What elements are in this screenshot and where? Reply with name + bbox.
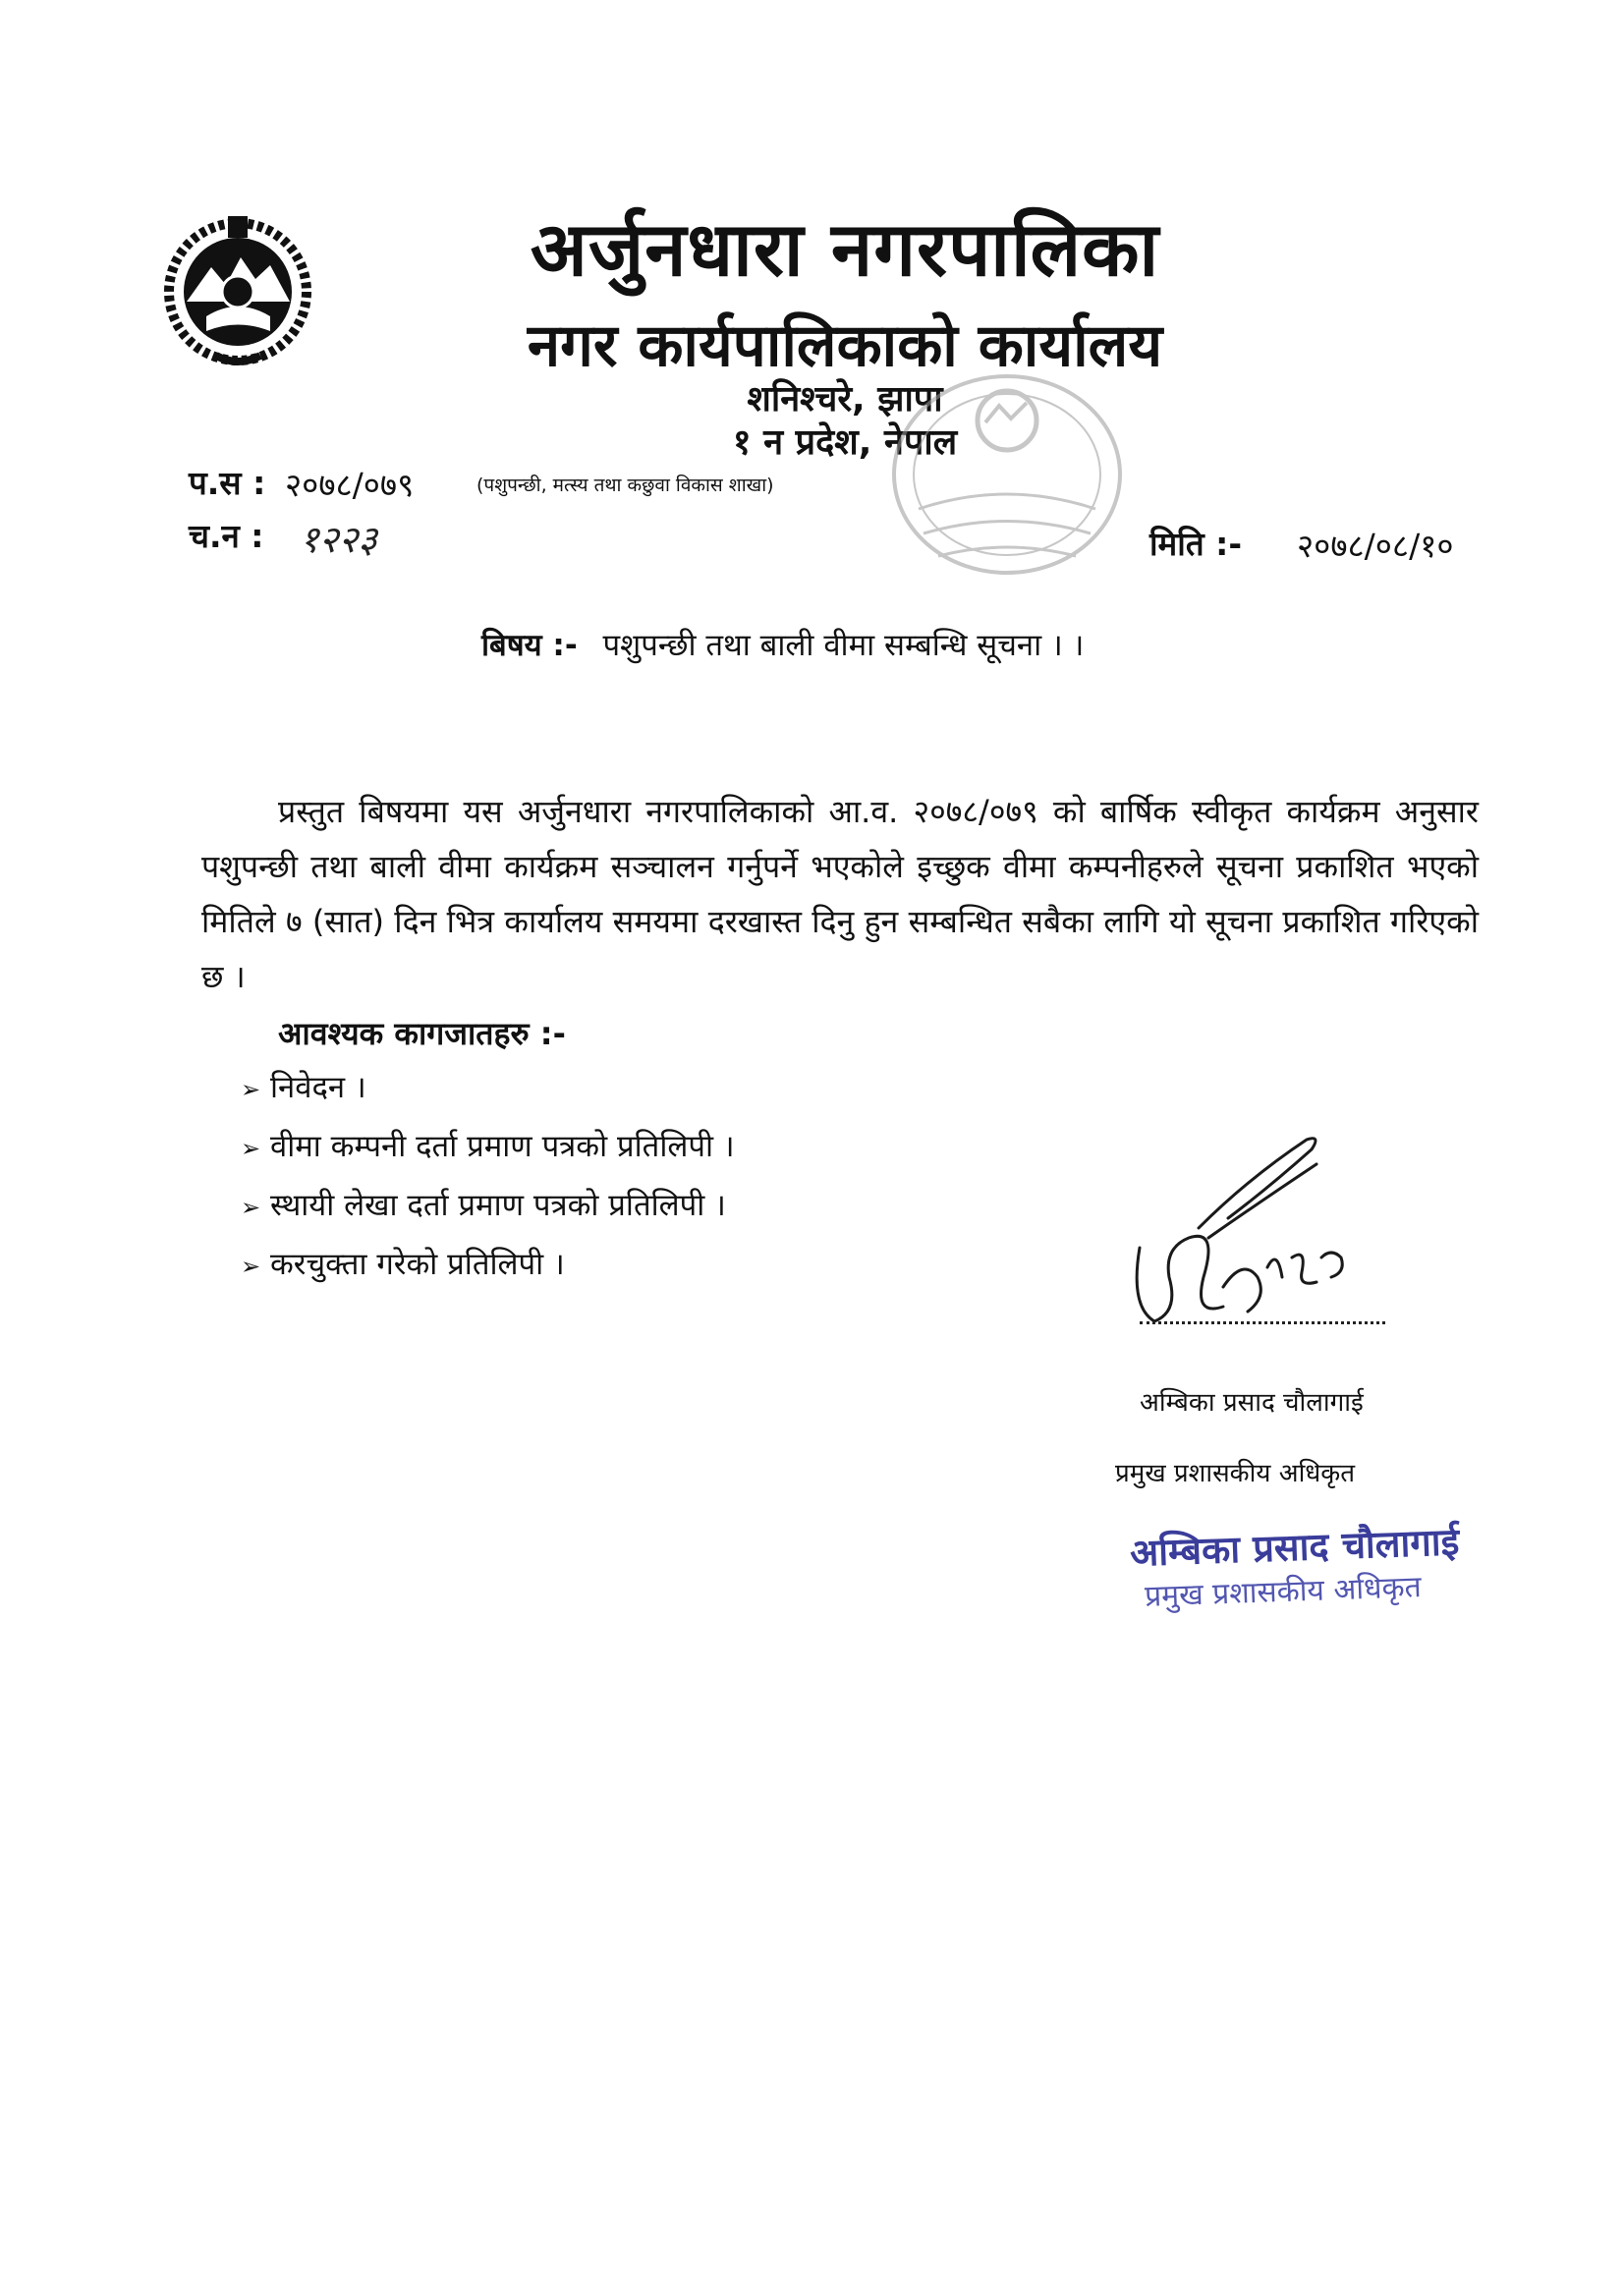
notice-body-paragraph: प्रस्तुत बिषयमा यस अर्जुनधारा नगरपालिकाको आ.व. २०७८/०७९ को बार्षिक स्वीकृत कार्यक्रम अनुसार पशुपन्छी तथा बाली वीमा कार्यक्रम सञ्चालन गर्नुपर्ने भएकोले इच्छुक वीमा कम्पनीहरुले सूचना प्रकाशित भएको मितिले ७ (सात) दिन भित्र कार्यालय समयमा दरखास्त दिनु हुन सम्बन्धित सबैका लागि यो सूचना प्रकाशित गरिएको छ । (201, 793, 1479, 995)
cn-label: च.न : (189, 517, 264, 555)
cn-value-handwritten: १२२३ (300, 518, 378, 561)
designation-stamp: प्रमुख प्रशासकीय अधिकृत (1144, 1570, 1423, 1614)
government-emblem-icon (157, 208, 319, 370)
signature-dotted-line (1140, 1321, 1385, 1324)
document-item-text: वीमा कम्पनी दर्ता प्रमाण पत्रको प्रतिलिपी । (270, 1129, 735, 1164)
address-line-1: शनिश्चरे, झापा (747, 379, 943, 419)
arrow-bullet-icon: ➢ (241, 1135, 261, 1162)
document-item-text: स्थायी लेखा दर्ता प्रमाण पत्रको प्रतिलिपी । (270, 1188, 726, 1223)
arrow-bullet-icon: ➢ (241, 1076, 261, 1103)
ps-value: २०७८/०७९ (285, 466, 415, 504)
signatory-designation: प्रमुख प्रशासकीय अधिकृत (1115, 1459, 1356, 1488)
arrow-bullet-icon: ➢ (241, 1194, 261, 1221)
required-documents-heading: आवश्यक कागजातहरु :- (278, 1015, 566, 1052)
subject-label: बिषय :- (481, 628, 578, 663)
address-line-2: १ न प्रदेश, नेपाल (732, 422, 958, 463)
office-subtitle: नगर कार्यपालिकाको कार्यालय (527, 311, 1163, 380)
list-item (241, 1125, 735, 1184)
section-note: (पशुपन्छी, मत्स्य तथा कछुवा विकास शाखा) (476, 475, 774, 496)
document-item-text: निवेदन । (270, 1070, 366, 1105)
handwritten-signature-icon (1110, 1110, 1395, 1346)
date-label: मिति :- (1149, 525, 1243, 563)
list-item (241, 1184, 735, 1243)
date-value: २०७८/०८/१० (1297, 527, 1454, 565)
signatory-name: अम्बिका प्रसाद चौलागाई (1140, 1388, 1364, 1418)
arrow-bullet-icon: ➢ (241, 1253, 261, 1280)
name-stamp: अम्बिका प्रसाद चौलागाई (1129, 1520, 1460, 1575)
office-seal-stamp-icon (879, 362, 1135, 587)
list-item (241, 1243, 735, 1302)
municipality-title: अर्जुनधारा नगरपालिका (530, 205, 1160, 293)
subject-line (481, 624, 1267, 665)
document-item-text: करचुक्ता गरेको प्रतिलिपी । (270, 1247, 565, 1282)
required-documents-list (241, 1066, 735, 1302)
subject-text: पशुपन्छी तथा बाली वीमा सम्बन्धि सूचना । । (602, 628, 1085, 663)
ps-label: प.स : (189, 464, 266, 502)
list-item (241, 1066, 735, 1125)
